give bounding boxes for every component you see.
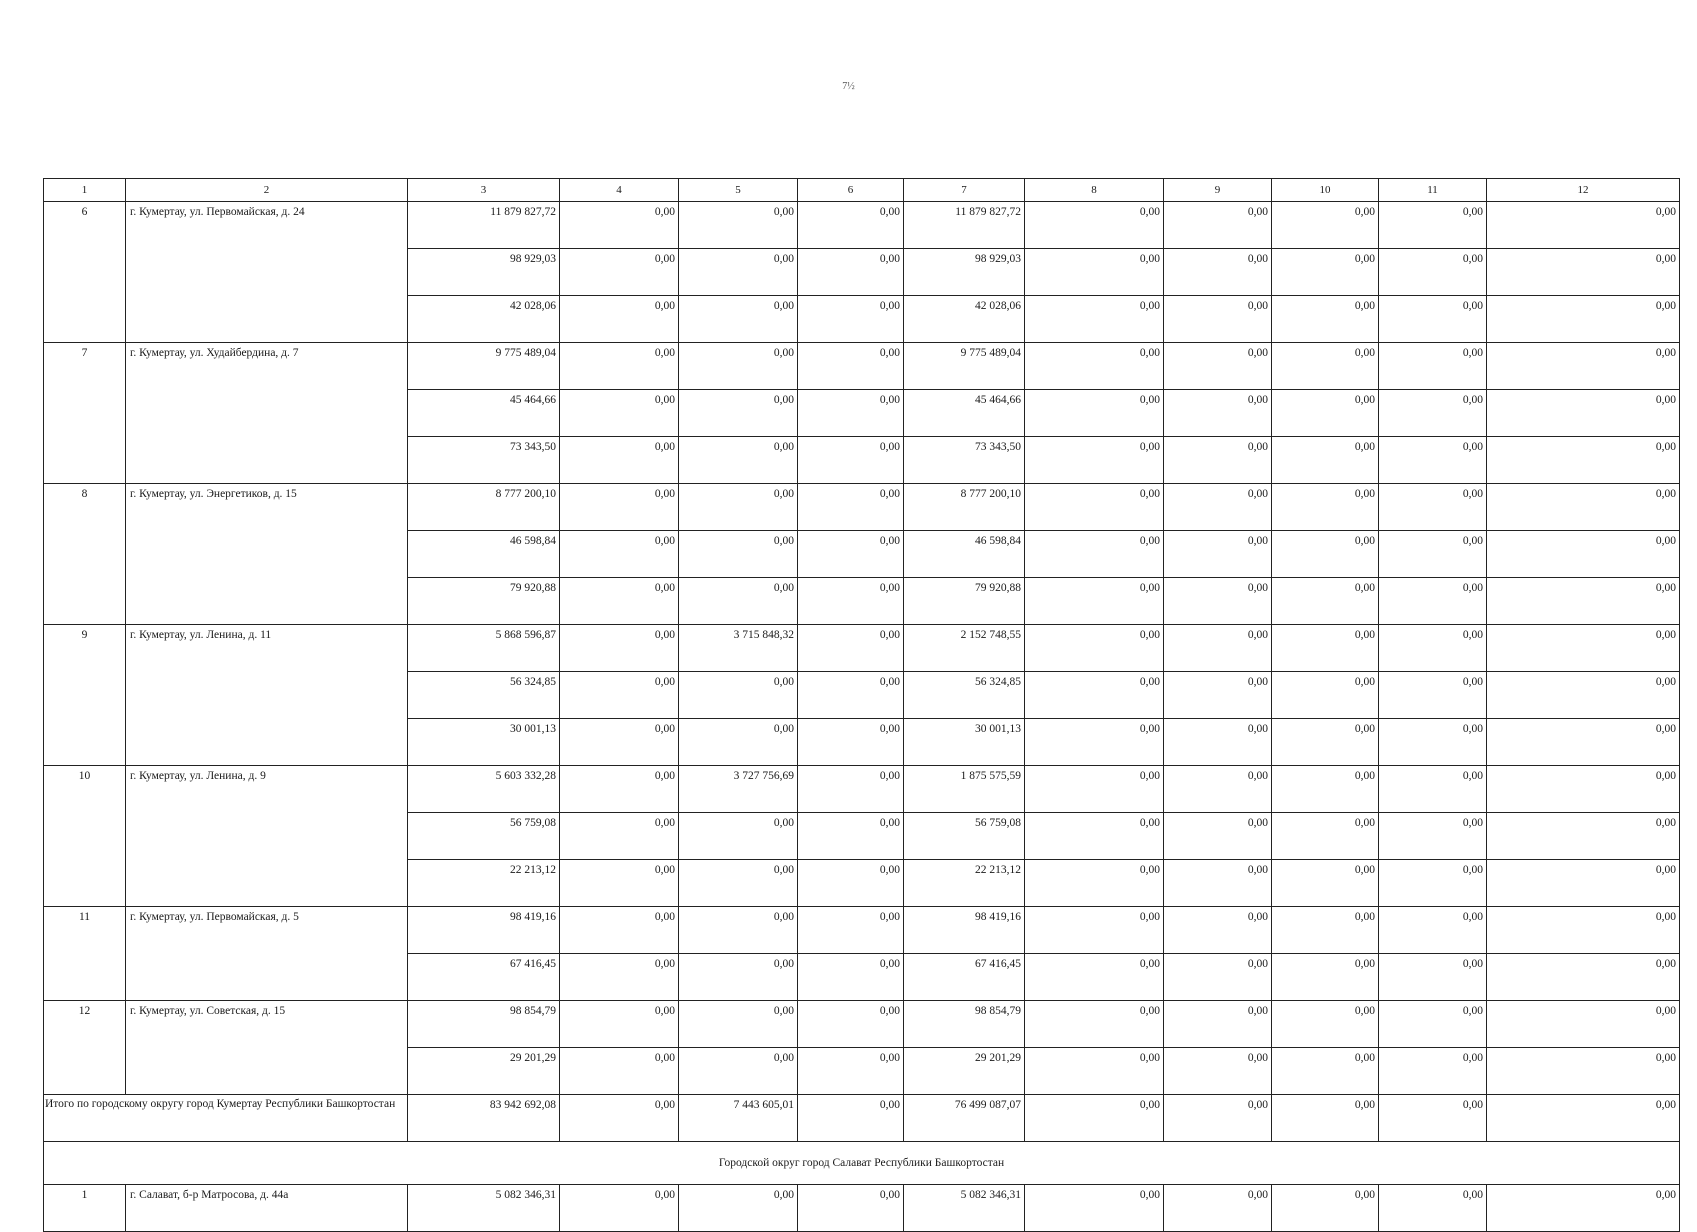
value-cell: 0,00 — [679, 249, 798, 296]
value-cell: 11 879 827,72 — [904, 202, 1025, 249]
value-cell: 0,00 — [1272, 343, 1379, 390]
value-cell: 0,00 — [1164, 390, 1272, 437]
value-cell: 0,00 — [1025, 907, 1164, 954]
value-cell: 56 759,08 — [408, 813, 560, 860]
value-cell: 0,00 — [1272, 1048, 1379, 1095]
value-cell: 0,00 — [798, 484, 904, 531]
value-cell: 0,00 — [679, 907, 798, 954]
value-cell: 0,00 — [1379, 296, 1487, 343]
table-row — [44, 202, 1680, 249]
column-header: 6 — [798, 179, 904, 202]
value-cell: 0,00 — [560, 343, 679, 390]
total-value-cell: 76 499 087,07 — [904, 1095, 1025, 1142]
value-cell: 0,00 — [1272, 907, 1379, 954]
value-cell: 0,00 — [1379, 437, 1487, 484]
value-cell: 73 343,50 — [408, 437, 560, 484]
value-cell: 0,00 — [1164, 531, 1272, 578]
value-cell: 56 759,08 — [904, 813, 1025, 860]
value-cell: 0,00 — [798, 531, 904, 578]
value-cell: 0,00 — [560, 625, 679, 672]
value-cell: 73 343,50 — [904, 437, 1025, 484]
value-cell: 0,00 — [1164, 766, 1272, 813]
value-cell: 0,00 — [679, 813, 798, 860]
value-cell: 0,00 — [798, 1185, 904, 1232]
value-cell: 0,00 — [560, 531, 679, 578]
value-cell: 0,00 — [798, 249, 904, 296]
value-cell: 98 419,16 — [408, 907, 560, 954]
column-header: 5 — [679, 179, 798, 202]
value-cell: 0,00 — [1164, 954, 1272, 1001]
value-cell: 0,00 — [1379, 625, 1487, 672]
value-cell: 0,00 — [1025, 1001, 1164, 1048]
value-cell: 2 152 748,55 — [904, 625, 1025, 672]
column-header: 3 — [408, 179, 560, 202]
row-number: 9 — [44, 625, 126, 766]
value-cell: 0,00 — [560, 1185, 679, 1232]
value-cell: 0,00 — [1025, 202, 1164, 249]
value-cell: 0,00 — [1164, 907, 1272, 954]
value-cell: 0,00 — [1164, 1185, 1272, 1232]
value-cell: 0,00 — [1487, 578, 1680, 625]
address-cell: г. Кумертау, ул. Ленина, д. 9 — [126, 766, 408, 907]
value-cell: 42 028,06 — [408, 296, 560, 343]
value-cell: 0,00 — [1379, 672, 1487, 719]
row-number: 6 — [44, 202, 126, 343]
address-cell: г. Кумертау, ул. Энергетиков, д. 15 — [126, 484, 408, 625]
value-cell: 0,00 — [798, 672, 904, 719]
value-cell: 0,00 — [1272, 954, 1379, 1001]
value-cell: 0,00 — [1379, 907, 1487, 954]
value-cell: 0,00 — [1487, 954, 1680, 1001]
value-cell: 0,00 — [1487, 625, 1680, 672]
total-value-cell: 0,00 — [1025, 1095, 1164, 1142]
value-cell: 0,00 — [1487, 766, 1680, 813]
value-cell: 0,00 — [679, 860, 798, 907]
total-value-cell: 0,00 — [1487, 1095, 1680, 1142]
value-cell: 1 875 575,59 — [904, 766, 1025, 813]
value-cell: 0,00 — [1487, 390, 1680, 437]
page-number: 7½ — [842, 81, 855, 92]
value-cell: 0,00 — [560, 578, 679, 625]
value-cell: 0,00 — [679, 954, 798, 1001]
value-cell: 5 603 332,28 — [408, 766, 560, 813]
value-cell: 0,00 — [1487, 907, 1680, 954]
row-number: 8 — [44, 484, 126, 625]
value-cell: 0,00 — [1487, 813, 1680, 860]
row-number: 11 — [44, 907, 126, 1001]
value-cell: 0,00 — [1025, 625, 1164, 672]
value-cell: 0,00 — [1025, 954, 1164, 1001]
value-cell: 0,00 — [1272, 484, 1379, 531]
value-cell: 0,00 — [1272, 296, 1379, 343]
table-row — [44, 766, 1680, 813]
value-cell: 0,00 — [1379, 1185, 1487, 1232]
value-cell: 0,00 — [679, 437, 798, 484]
value-cell: 0,00 — [798, 860, 904, 907]
value-cell: 0,00 — [1272, 766, 1379, 813]
value-cell: 67 416,45 — [408, 954, 560, 1001]
value-cell: 0,00 — [1272, 531, 1379, 578]
value-cell: 46 598,84 — [904, 531, 1025, 578]
value-cell: 5 082 346,31 — [408, 1185, 560, 1232]
value-cell: 0,00 — [1487, 1001, 1680, 1048]
value-cell: 0,00 — [1025, 672, 1164, 719]
value-cell: 0,00 — [798, 578, 904, 625]
value-cell: 0,00 — [679, 531, 798, 578]
column-header: 12 — [1487, 179, 1680, 202]
value-cell: 0,00 — [1272, 860, 1379, 907]
value-cell: 30 001,13 — [904, 719, 1025, 766]
value-cell: 0,00 — [1487, 672, 1680, 719]
total-value-cell: 0,00 — [1272, 1095, 1379, 1142]
value-cell: 0,00 — [1164, 484, 1272, 531]
value-cell: 0,00 — [1379, 202, 1487, 249]
value-cell: 9 775 489,04 — [904, 343, 1025, 390]
value-cell: 56 324,85 — [408, 672, 560, 719]
total-row — [44, 1095, 1680, 1142]
value-cell: 0,00 — [1164, 202, 1272, 249]
value-cell: 22 213,12 — [408, 860, 560, 907]
value-cell: 98 419,16 — [904, 907, 1025, 954]
value-cell: 0,00 — [679, 578, 798, 625]
address-cell: г. Кумертау, ул. Первомайская, д. 5 — [126, 907, 408, 1001]
address-cell: г. Кумертау, ул. Худайбердина, д. 7 — [126, 343, 408, 484]
value-cell: 0,00 — [1379, 578, 1487, 625]
value-cell: 0,00 — [1272, 672, 1379, 719]
value-cell: 0,00 — [1025, 719, 1164, 766]
value-cell: 0,00 — [1272, 437, 1379, 484]
value-cell: 0,00 — [1379, 1048, 1487, 1095]
value-cell: 0,00 — [1379, 249, 1487, 296]
value-cell: 0,00 — [1025, 1185, 1164, 1232]
value-cell: 0,00 — [1025, 343, 1164, 390]
value-cell: 0,00 — [1164, 860, 1272, 907]
value-cell: 0,00 — [679, 1048, 798, 1095]
report-table — [43, 178, 1680, 1232]
value-cell: 45 464,66 — [408, 390, 560, 437]
row-number: 1 — [44, 1185, 126, 1232]
value-cell: 0,00 — [1025, 578, 1164, 625]
value-cell: 0,00 — [560, 296, 679, 343]
value-cell: 0,00 — [679, 343, 798, 390]
value-cell: 0,00 — [1025, 531, 1164, 578]
section-header-row — [44, 1142, 1680, 1185]
value-cell: 0,00 — [798, 296, 904, 343]
value-cell: 0,00 — [1272, 813, 1379, 860]
value-cell: 0,00 — [1164, 249, 1272, 296]
value-cell: 8 777 200,10 — [904, 484, 1025, 531]
value-cell: 0,00 — [679, 719, 798, 766]
value-cell: 98 854,79 — [408, 1001, 560, 1048]
value-cell: 0,00 — [560, 860, 679, 907]
value-cell: 0,00 — [1379, 343, 1487, 390]
value-cell: 0,00 — [560, 390, 679, 437]
address-cell: г. Кумертау, ул. Первомайская, д. 24 — [126, 202, 408, 343]
value-cell: 9 775 489,04 — [408, 343, 560, 390]
value-cell: 0,00 — [798, 813, 904, 860]
value-cell: 0,00 — [1379, 484, 1487, 531]
value-cell: 0,00 — [1164, 437, 1272, 484]
total-label: Итого по городскому округу город Кумертау Республики Башкортостан — [44, 1095, 408, 1142]
value-cell: 0,00 — [1487, 296, 1680, 343]
value-cell: 98 929,03 — [408, 249, 560, 296]
value-cell: 0,00 — [1487, 719, 1680, 766]
value-cell: 3 715 848,32 — [679, 625, 798, 672]
value-cell: 0,00 — [560, 1001, 679, 1048]
table-row — [44, 1001, 1680, 1048]
value-cell: 0,00 — [679, 390, 798, 437]
table-body — [44, 202, 1680, 1232]
value-cell: 0,00 — [1164, 625, 1272, 672]
value-cell: 8 777 200,10 — [408, 484, 560, 531]
value-cell: 0,00 — [798, 625, 904, 672]
value-cell: 0,00 — [1272, 719, 1379, 766]
value-cell: 0,00 — [1379, 860, 1487, 907]
total-value-cell: 0,00 — [1379, 1095, 1487, 1142]
total-value-cell: 0,00 — [798, 1095, 904, 1142]
value-cell: 0,00 — [1487, 437, 1680, 484]
value-cell: 0,00 — [1025, 249, 1164, 296]
value-cell: 0,00 — [1487, 531, 1680, 578]
value-cell: 0,00 — [1025, 390, 1164, 437]
value-cell: 67 416,45 — [904, 954, 1025, 1001]
value-cell: 0,00 — [1487, 202, 1680, 249]
report-table-container — [43, 178, 1677, 1232]
value-cell: 98 854,79 — [904, 1001, 1025, 1048]
value-cell: 0,00 — [798, 907, 904, 954]
row-number: 12 — [44, 1001, 126, 1095]
value-cell: 0,00 — [1025, 296, 1164, 343]
value-cell: 29 201,29 — [408, 1048, 560, 1095]
value-cell: 0,00 — [798, 202, 904, 249]
value-cell: 0,00 — [798, 1001, 904, 1048]
value-cell: 0,00 — [560, 719, 679, 766]
value-cell: 0,00 — [1487, 249, 1680, 296]
total-value-cell: 83 942 692,08 — [408, 1095, 560, 1142]
column-header: 9 — [1164, 179, 1272, 202]
value-cell: 30 001,13 — [408, 719, 560, 766]
value-cell: 0,00 — [1487, 343, 1680, 390]
value-cell: 0,00 — [798, 1048, 904, 1095]
value-cell: 0,00 — [1025, 766, 1164, 813]
value-cell: 0,00 — [560, 249, 679, 296]
table-row — [44, 484, 1680, 531]
value-cell: 0,00 — [1487, 1185, 1680, 1232]
section-title: Городской округ город Салават Республики Башкортостан — [44, 1142, 1680, 1185]
value-cell: 0,00 — [1025, 437, 1164, 484]
value-cell: 0,00 — [560, 484, 679, 531]
value-cell: 0,00 — [798, 954, 904, 1001]
total-value-cell: 7 443 605,01 — [679, 1095, 798, 1142]
value-cell: 0,00 — [1272, 1185, 1379, 1232]
row-number: 7 — [44, 343, 126, 484]
value-cell: 0,00 — [560, 813, 679, 860]
total-value-cell: 0,00 — [1164, 1095, 1272, 1142]
value-cell: 0,00 — [560, 202, 679, 249]
value-cell: 0,00 — [560, 907, 679, 954]
value-cell: 79 920,88 — [408, 578, 560, 625]
value-cell: 56 324,85 — [904, 672, 1025, 719]
value-cell: 0,00 — [1487, 1048, 1680, 1095]
value-cell: 0,00 — [679, 202, 798, 249]
table-row — [44, 1185, 1680, 1232]
value-cell: 0,00 — [1025, 813, 1164, 860]
value-cell: 0,00 — [1272, 578, 1379, 625]
value-cell: 79 920,88 — [904, 578, 1025, 625]
value-cell: 0,00 — [1272, 390, 1379, 437]
value-cell: 0,00 — [679, 296, 798, 343]
table-row — [44, 907, 1680, 954]
value-cell: 0,00 — [1164, 1048, 1272, 1095]
value-cell: 98 929,03 — [904, 249, 1025, 296]
value-cell: 0,00 — [560, 954, 679, 1001]
value-cell: 0,00 — [679, 484, 798, 531]
value-cell: 0,00 — [679, 1001, 798, 1048]
column-number-row — [44, 179, 1680, 202]
value-cell: 45 464,66 — [904, 390, 1025, 437]
value-cell: 0,00 — [1272, 249, 1379, 296]
value-cell: 0,00 — [560, 1048, 679, 1095]
column-header: 4 — [560, 179, 679, 202]
value-cell: 0,00 — [1379, 766, 1487, 813]
value-cell: 42 028,06 — [904, 296, 1025, 343]
value-cell: 0,00 — [560, 672, 679, 719]
value-cell: 0,00 — [1379, 954, 1487, 1001]
value-cell: 0,00 — [679, 672, 798, 719]
value-cell: 11 879 827,72 — [408, 202, 560, 249]
value-cell: 29 201,29 — [904, 1048, 1025, 1095]
value-cell: 0,00 — [798, 390, 904, 437]
value-cell: 0,00 — [560, 437, 679, 484]
value-cell: 0,00 — [1025, 1048, 1164, 1095]
address-cell: г. Кумертау, ул. Ленина, д. 11 — [126, 625, 408, 766]
value-cell: 0,00 — [798, 719, 904, 766]
value-cell: 22 213,12 — [904, 860, 1025, 907]
value-cell: 0,00 — [1379, 1001, 1487, 1048]
value-cell: 0,00 — [1164, 672, 1272, 719]
value-cell: 0,00 — [798, 343, 904, 390]
row-number: 10 — [44, 766, 126, 907]
value-cell: 46 598,84 — [408, 531, 560, 578]
value-cell: 0,00 — [798, 766, 904, 813]
value-cell: 0,00 — [1379, 813, 1487, 860]
table-row — [44, 625, 1680, 672]
value-cell: 0,00 — [1025, 484, 1164, 531]
value-cell: 0,00 — [1164, 578, 1272, 625]
value-cell: 3 727 756,69 — [679, 766, 798, 813]
value-cell: 0,00 — [1272, 1001, 1379, 1048]
value-cell: 0,00 — [1164, 813, 1272, 860]
value-cell: 0,00 — [1379, 719, 1487, 766]
value-cell: 0,00 — [1164, 1001, 1272, 1048]
address-cell: г. Кумертау, ул. Советская, д. 15 — [126, 1001, 408, 1095]
value-cell: 0,00 — [1379, 531, 1487, 578]
value-cell: 0,00 — [1272, 202, 1379, 249]
column-header: 10 — [1272, 179, 1379, 202]
value-cell: 0,00 — [1164, 719, 1272, 766]
column-header: 11 — [1379, 179, 1487, 202]
address-cell: г. Салават, б-р Матросова, д. 44а — [126, 1185, 408, 1232]
value-cell: 0,00 — [560, 766, 679, 813]
table-row — [44, 343, 1680, 390]
column-header: 1 — [44, 179, 126, 202]
value-cell: 0,00 — [1379, 390, 1487, 437]
value-cell: 0,00 — [798, 437, 904, 484]
value-cell: 5 868 596,87 — [408, 625, 560, 672]
value-cell: 0,00 — [1272, 625, 1379, 672]
column-header: 7 — [904, 179, 1025, 202]
value-cell: 0,00 — [1164, 343, 1272, 390]
value-cell: 0,00 — [679, 1185, 798, 1232]
column-header: 2 — [126, 179, 408, 202]
value-cell: 0,00 — [1025, 860, 1164, 907]
value-cell: 0,00 — [1487, 484, 1680, 531]
value-cell: 5 082 346,31 — [904, 1185, 1025, 1232]
column-header: 8 — [1025, 179, 1164, 202]
value-cell: 0,00 — [1487, 860, 1680, 907]
total-value-cell: 0,00 — [560, 1095, 679, 1142]
value-cell: 0,00 — [1164, 296, 1272, 343]
